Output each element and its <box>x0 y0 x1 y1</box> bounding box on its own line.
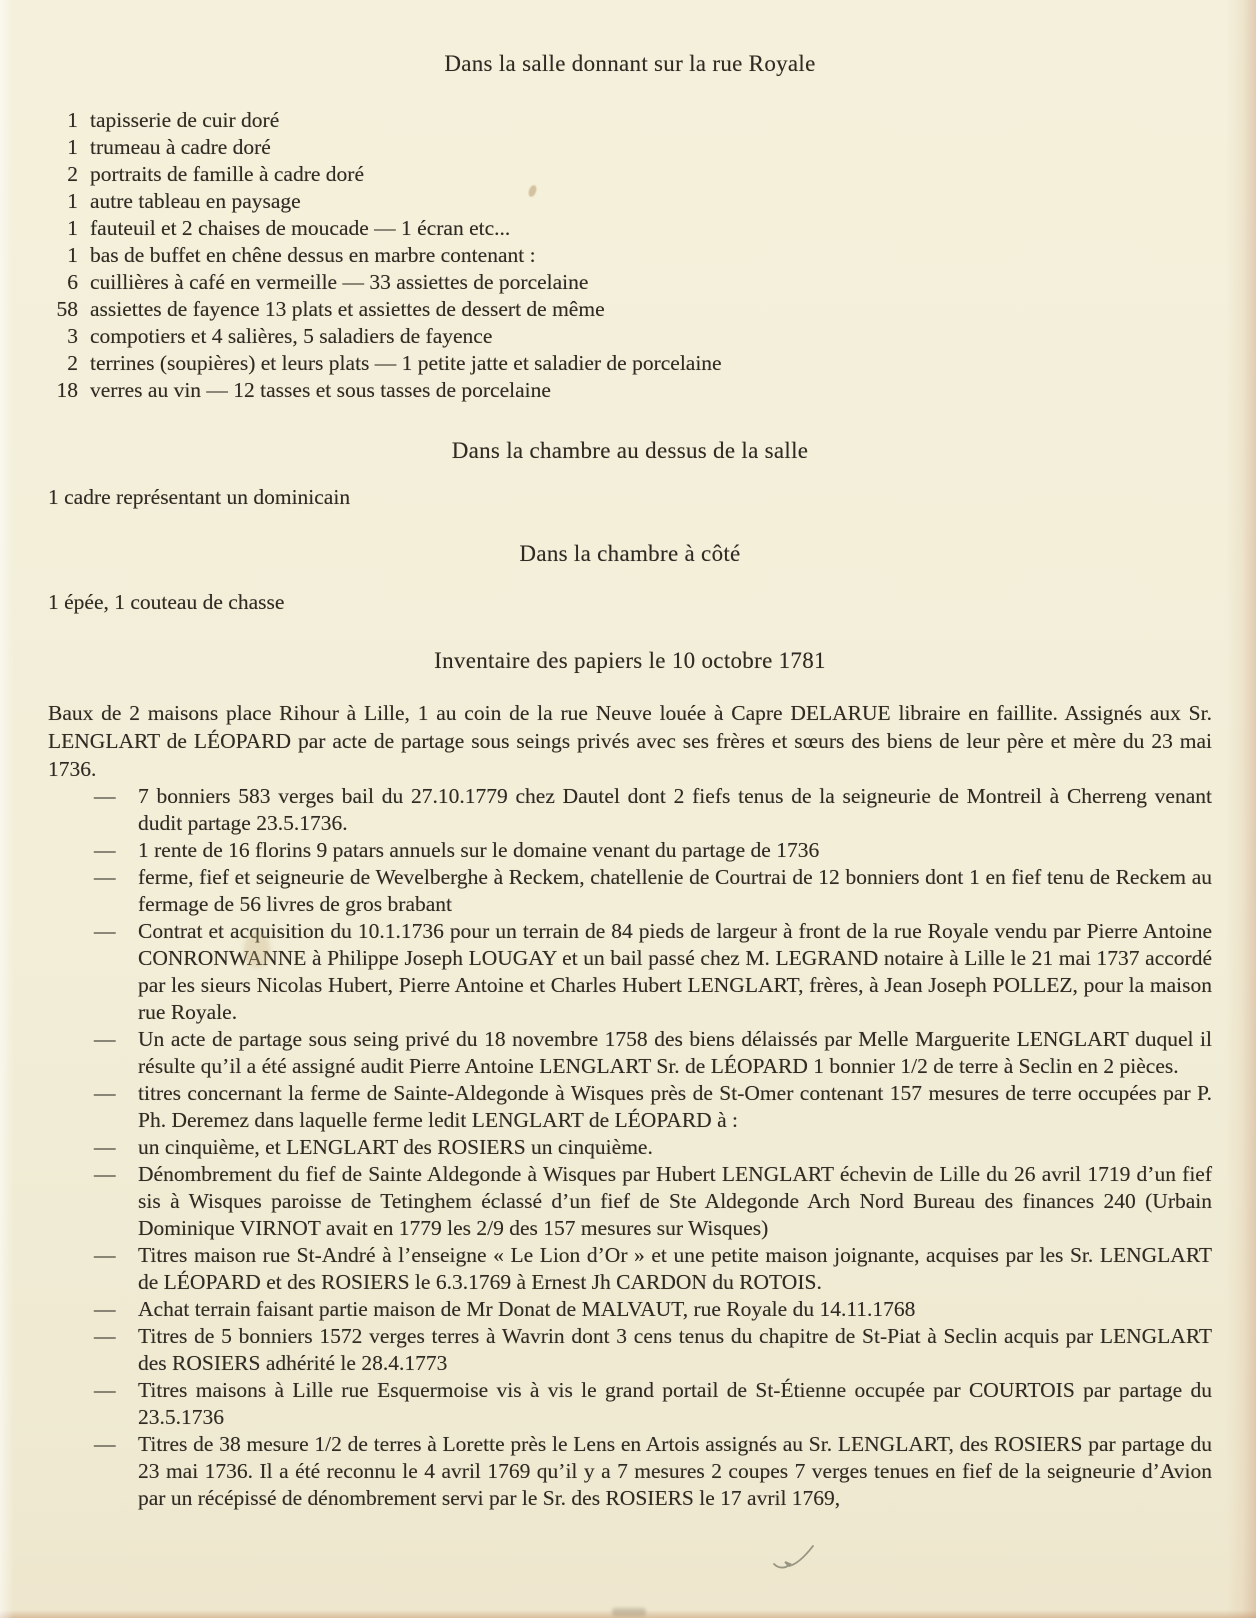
item-text: verres au vin — 12 tasses et sous tasses de porcelaine <box>90 378 551 402</box>
papers-entry-list <box>48 783 1212 1512</box>
inventory-row <box>48 161 1212 188</box>
item-text: tapisserie de cuir doré <box>90 108 280 132</box>
entry-text: Titres maisons à Lille rue Esquermoise vis à vis le grand portail de St-Étienne occupée par COURTOIS par partage du 23.5.1736 <box>138 1378 1212 1429</box>
item-text: trumeau à cadre doré <box>90 135 271 159</box>
dash-marker: — <box>94 1378 116 1402</box>
inventory-row <box>48 377 1212 404</box>
item-quantity: 6 <box>67 270 78 294</box>
inventory-row <box>48 269 1212 296</box>
paper-entry <box>48 864 1212 918</box>
item-text: terrines (soupières) et leurs plats — 1 petite jatte et saladier de porcelaine <box>90 351 722 375</box>
dash-marker: — <box>94 1081 116 1105</box>
paper-entry <box>48 1323 1212 1377</box>
inventory-row <box>48 188 1212 215</box>
item-quantity: 1 <box>67 135 78 159</box>
inventory-list-salle <box>48 107 1212 404</box>
item-quantity: 1 <box>67 216 78 240</box>
dash-marker: — <box>94 1135 116 1159</box>
paper-entry <box>48 1242 1212 1296</box>
heading-chambre-cote: Dans la chambre à côté <box>519 541 741 566</box>
paper-entry <box>48 1134 1212 1161</box>
heading-chambre-dessus: Dans la chambre au dessus de la salle <box>451 438 809 463</box>
paper-entry <box>48 918 1212 1026</box>
entry-text: Un acte de partage sous seing privé du 18 novembre 1758 des biens délaissés par Melle Marguerite LENGLART duquel il résulte qu’il a été assigné audit Pierre Antoine LENGLART Sr. de LÉOPARD 1 bonnier 1/2 de terre à Seclin en 2 pièces. <box>138 1027 1212 1078</box>
item-quantity: 1 <box>67 243 78 267</box>
paper-entry <box>48 1026 1212 1080</box>
dash-marker: — <box>94 1162 116 1186</box>
paper-entry <box>48 837 1212 864</box>
inventory-row <box>48 242 1212 269</box>
dash-marker: — <box>94 919 116 943</box>
entry-text: Dénombrement du fief de Sainte Aldegonde à Wisques par Hubert LENGLART échevin de Lille du 26 avril 1719 d’un fief sis à Wisques paroisse de Tetinghem éclassé d’un fief de Ste Aldegonde Arch Nord Bureau des finances 240 (Urbain Dominique VIRNOT avait en 1779 les 2/9 des 157 mesures sur Wisques) <box>138 1162 1212 1240</box>
item-quantity: 1 <box>67 189 78 213</box>
paper-entry <box>48 1080 1212 1134</box>
paper-entry <box>48 783 1212 837</box>
dash-marker: — <box>94 1297 116 1321</box>
entry-text: ferme, fief et seigneurie de Wevelberghe à Reckem, chatellenie de Courtrai de 12 bonniers dont 1 en fief tenu de Reckem au fermage de 56 livres de gros brabant <box>138 865 1212 916</box>
paper-entry <box>48 1296 1212 1323</box>
paper-entry <box>48 1431 1212 1512</box>
item-text: fauteuil et 2 chaises de moucade — 1 écran etc... <box>90 216 511 240</box>
dash-marker: — <box>94 1027 116 1051</box>
inventory-row <box>48 107 1212 134</box>
paper-entry <box>48 1161 1212 1242</box>
entry-text: Achat terrain faisant partie maison de Mr Donat de MALVAUT, rue Royale du 14.11.1768 <box>138 1297 916 1321</box>
paper-entry <box>48 1377 1212 1431</box>
entry-text: Contrat et acquisition du 10.1.1736 pour un terrain de 84 pieds de largeur à front de la rue Royale vendu par Pierre Antoine CONRONWANNE à Philippe Joseph LOUGAY et un bail passé chez M. LEGRAND notaire à Lille le 21 mai 1737 accordé par les sieurs Nicolas Hubert, Pierre Antoine et Charles Hubert LENGLART, frères, à Jean Joseph POLLEZ, pour la maison rue Royale. <box>138 919 1212 1024</box>
entry-text: titres concernant la ferme de Sainte-Aldegonde à Wisques près de St-Omer contenant 157 mesures de terre occupées par P. Ph. Deremez dans laquelle ferme ledit LENGLART de LÉOPARD à : <box>138 1081 1212 1132</box>
inventory-row <box>48 323 1212 350</box>
item-text: compotiers et 4 salières, 5 saladiers de fayence <box>90 324 493 348</box>
item-text: cuillières à café en vermeille — 33 assiettes de porcelaine <box>90 270 589 294</box>
heading-salle: Dans la salle donnant sur la rue Royale <box>444 51 816 76</box>
line-cadre-dominicain: 1 cadre représentant un dominicain <box>48 485 351 509</box>
dash-marker: — <box>94 1243 116 1267</box>
item-text: portraits de famille à cadre doré <box>90 162 364 186</box>
dash-marker: — <box>94 838 116 862</box>
dash-marker: — <box>94 784 116 808</box>
entry-text: Titres de 5 bonniers 1572 verges terres à Wavrin dont 3 cens tenus du chapitre de St-Piat à Seclin acquis par LENGLART des ROSIERS adhérité le 28.4.1773 <box>138 1324 1212 1375</box>
item-quantity: 1 <box>67 108 78 132</box>
item-quantity: 2 <box>67 162 78 186</box>
entry-text: Titres de 38 mesure 1/2 de terres à Lorette près le Lens en Artois assignés au Sr. LENGLART, des ROSIERS par partage du 23 mai 1736. Il a été reconnu le 4 avril 1769 qu’il y a 7 mesures 2 coupes 7 verges tenues en fief de la seigneurie d’Avion par un récépissé de dénombrement servi par le Sr. des ROSIERS le 17 avril 1769, <box>138 1432 1212 1510</box>
item-quantity: 2 <box>67 351 78 375</box>
papers-intro-paragraph: Baux de 2 maisons place Rihour à Lille, 1 au coin de la rue Neuve louée à Capre DELARUE libraire en faillite. Assignés aux Sr. LENGLART de LÉOPARD par acte de partage sous seings privés avec ses frères et sœurs des biens de leur père et mère du 23 mai 1736. <box>48 701 1212 781</box>
heading-inventaire-papiers: Inventaire des papiers le 10 octobre 1781 <box>434 648 826 673</box>
line-epee-couteau: 1 épée, 1 couteau de chasse <box>48 590 285 614</box>
entry-text: Titres maison rue St-André à l’enseigne « Le Lion d’Or » et une petite maison joignante, acquises par les Sr. LENGLART de LÉOPARD et des ROSIERS le 6.3.1769 à Ernest Jh CARDON du ROTOIS. <box>138 1243 1212 1294</box>
dash-marker: — <box>94 1432 116 1456</box>
inventory-row <box>48 350 1212 377</box>
item-quantity: 18 <box>56 378 78 402</box>
entry-text: 1 rente de 16 florins 9 patars annuels sur le domaine venant du partage de 1736 <box>138 838 820 862</box>
dash-marker: — <box>94 1324 116 1348</box>
dash-marker: — <box>94 865 116 889</box>
item-text: bas de buffet en chêne dessus en marbre contenant : <box>90 243 536 267</box>
entry-text: un cinquième, et LENGLART des ROSIERS un cinquième. <box>138 1135 653 1159</box>
inventory-row <box>48 296 1212 323</box>
inventory-row <box>48 134 1212 161</box>
item-quantity: 3 <box>67 324 78 348</box>
item-text: assiettes de fayence 13 plats et assiettes de dessert de même <box>90 297 605 321</box>
item-text: autre tableau en paysage <box>90 189 301 213</box>
inventory-row <box>48 215 1212 242</box>
item-quantity: 58 <box>56 297 78 321</box>
entry-text: 7 bonniers 583 verges bail du 27.10.1779 chez Dautel dont 2 fiefs tenus de la seigneurie de Montreil à Cherreng venant dudit partage 23.5.1736. <box>138 784 1212 835</box>
